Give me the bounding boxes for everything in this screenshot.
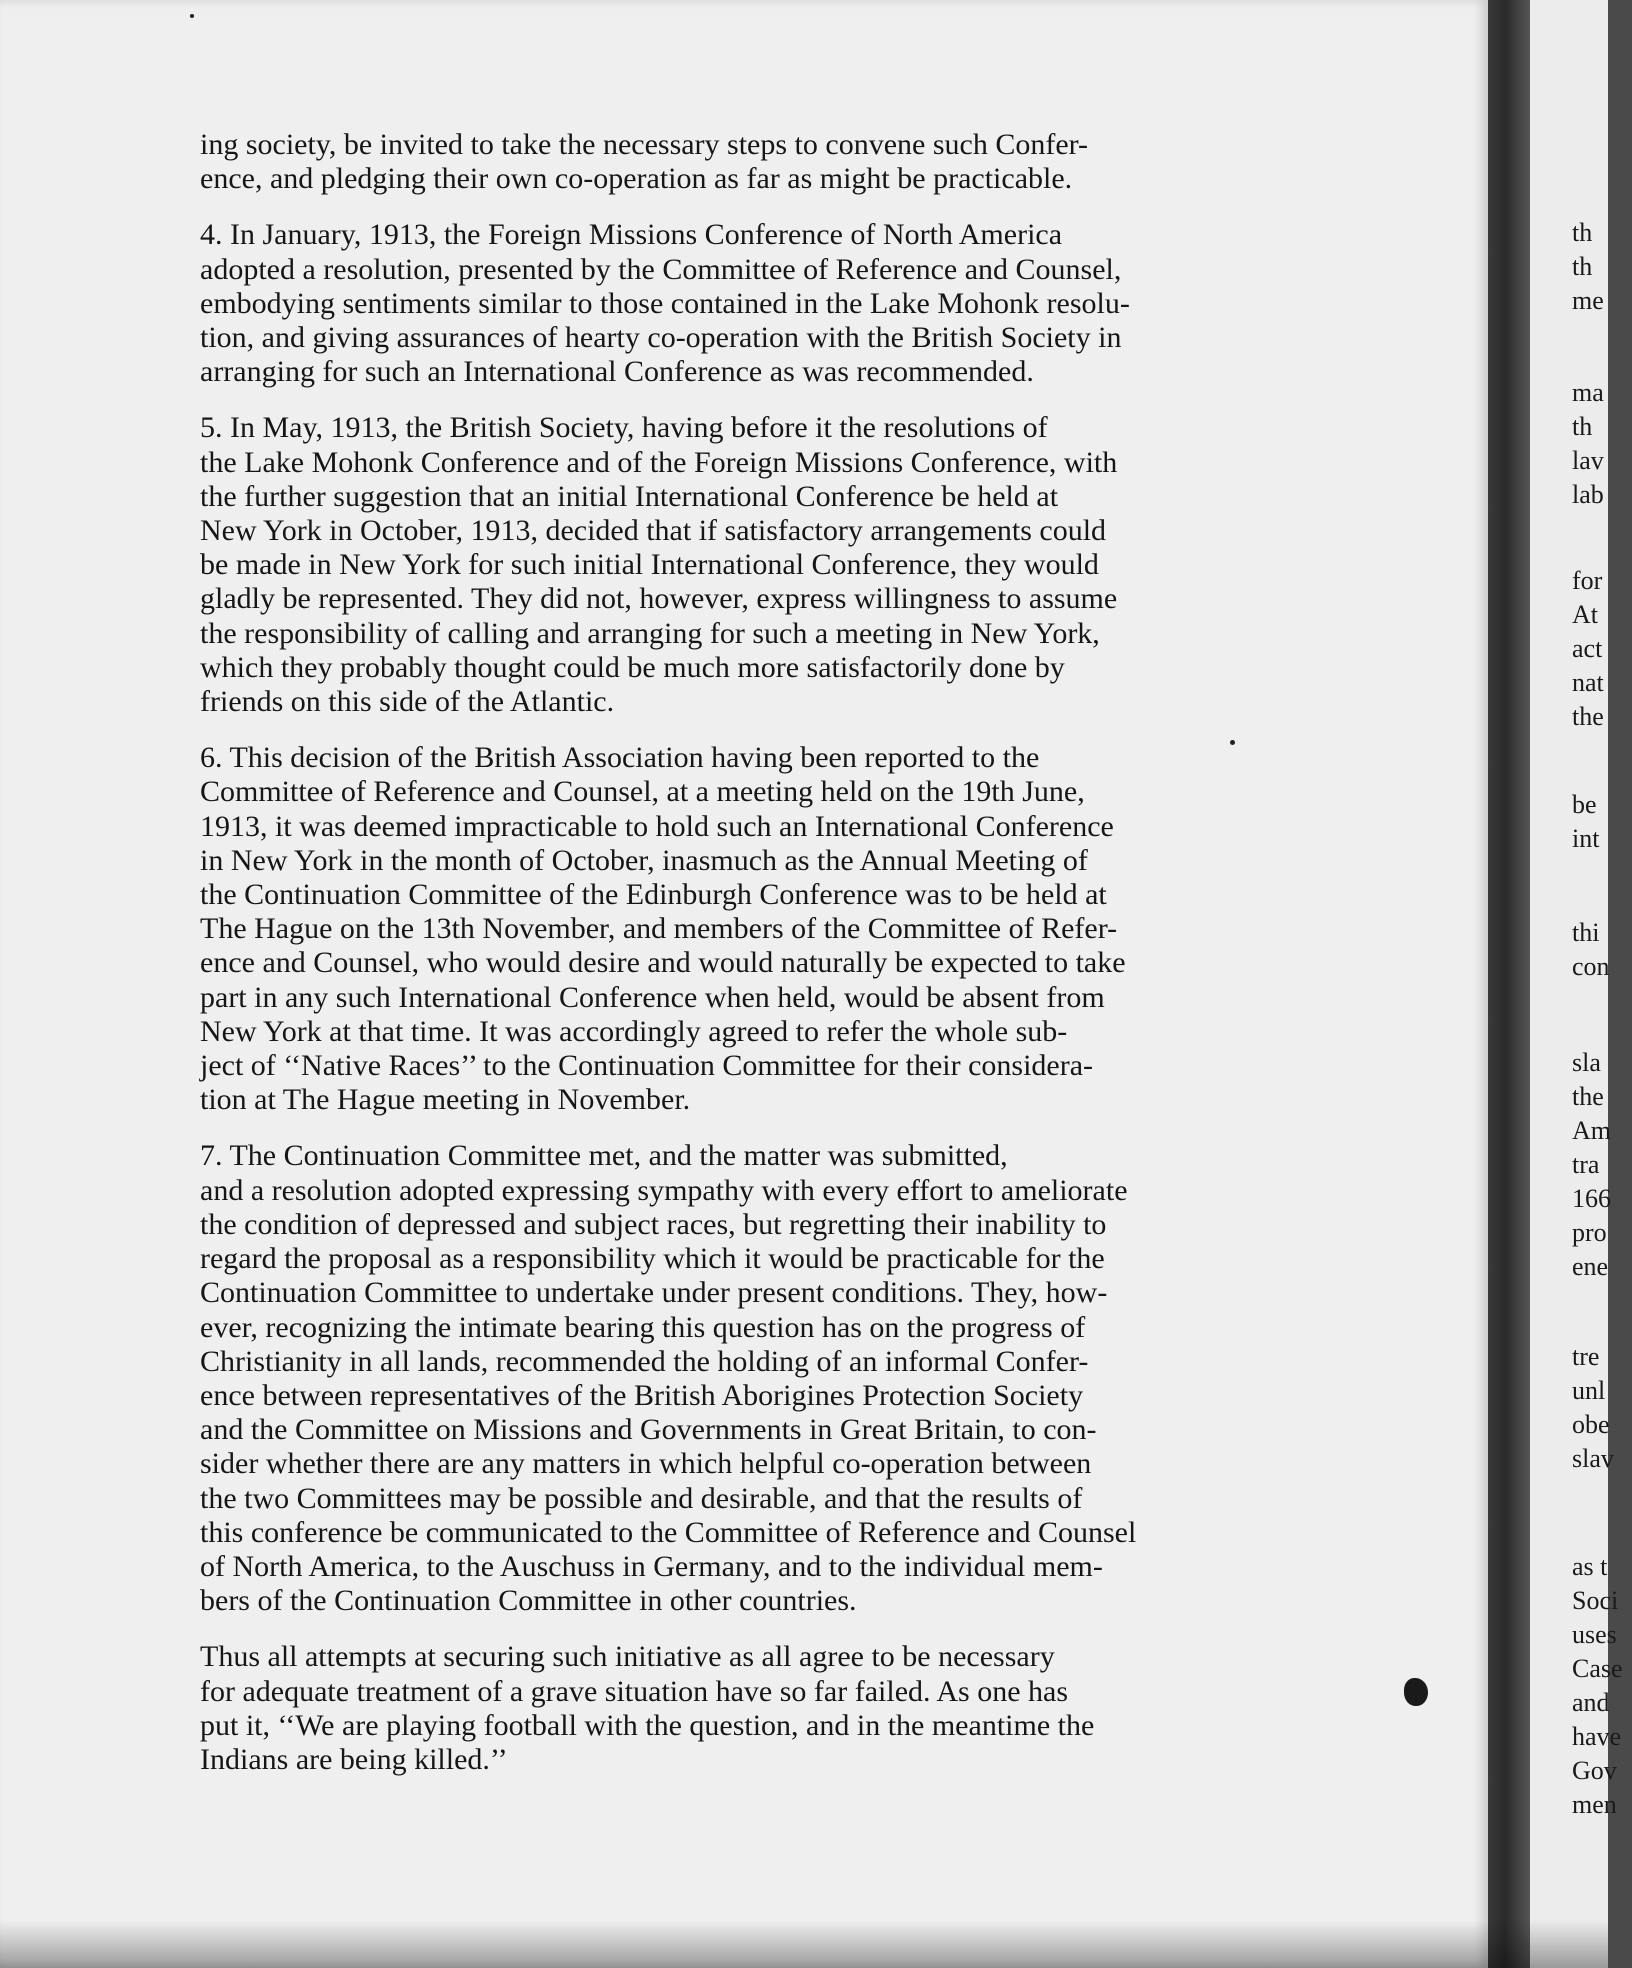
facing-fragment: ma [1572,378,1604,407]
paragraph-conclusion: Thus all attempts at securing such initiative as all agree to be necessary for adequate treatment of a grave situation have so far failed. As one has put it, ‘‘We are playing football with the question, and in the meantime the Indians are being killed.’’ [200,1640,1095,1776]
book-gutter [1488,0,1530,1968]
facing-fragment: th [1572,252,1593,281]
facing-fragment: unl [1572,1376,1606,1405]
facing-fragment: for [1572,566,1603,595]
facing-fragment: and [1572,1688,1610,1717]
facing-fragment: th [1572,412,1593,441]
facing-fragment: Am [1572,1116,1611,1145]
facing-fragment: sla [1572,1048,1601,1077]
facing-fragment: pro [1572,1218,1607,1247]
facing-fragment: slav [1572,1444,1614,1473]
facing-fragment: act [1572,634,1603,663]
facing-fragment: Gov [1572,1756,1617,1785]
body-text [200,128,1440,1799]
facing-fragment: At [1572,600,1598,629]
paragraph-7: 7. The Continuation Committee met, and the matter was submitted, and a resolution adopted expressing sympathy with every effort to ameliorate the condition of depressed and subject races, but regretting their inability to regard the proposal as a responsibility which it would be practicable for the Continuation Committee to undertake under present conditions. They, how- ever, recognizing the intimate bearing this question has on the progress of Christianity in all lands, recommended the holding of an informal Confer- ence between representatives of the British Aborigines Protection Society and the Committee on Missions and Governments in Great Britain, to con- sider whether there are any matters in which helpful co-operation between the two Committees may be possible and desirable, and that the results of this conference be communicated to the Committee of Reference and Counsel of North America, to the Auschuss in Germany, and to the individual mem- bers of the Continuation Committee in other countries. [200,1139,1137,1618]
facing-fragment: obe [1572,1410,1610,1439]
facing-fragment: the [1572,702,1604,731]
facing-fragment: 166 [1572,1184,1611,1213]
facing-fragment: tra [1572,1150,1600,1179]
facing-fragment: as t [1572,1552,1608,1581]
facing-fragment: con [1572,952,1610,981]
facing-fragment: Case [1572,1654,1623,1683]
facing-fragment: Soci [1572,1586,1619,1615]
facing-fragment: int [1572,824,1600,853]
facing-fragment: me [1572,286,1604,315]
paragraph-continuation: ing society, be invited to take the necessary steps to convene such Confer- ence, and pledging their own co-operation as far as might be practicable. [200,128,1089,196]
paragraph-6: 6. This decision of the British Association having been reported to the Committee of Reference and Counsel, at a meeting held on the 19th June, 1913, it was deemed impracticable to hold such an International Conference in New York in the month of October, inasmuch as the Annual Meeting of the Continuation Committee of the Edinburgh Conference was to be held at The Hague on the 13th November, and members of the Committee of Refer- ence and Counsel, who would desire and would naturally be expected to take part in any such International Conference when held, would be absent from New York at that time. It was accordingly agreed to refer the whole sub- ject of ‘‘Native Races’’ to the Continuation Committee for their considera- tion at The Hague meeting in November. [200,741,1126,1117]
facing-fragment: be [1572,790,1597,819]
facing-fragment: uses [1572,1620,1617,1649]
paragraph-5: 5. In May, 1913, the British Society, having before it the resolutions of the Lake Mohonk Conference and of the Foreign Missions Conference, with the further suggestion that an initial International Conference be held at New York in October, 1913, decided that if satisfactory arrangements could be made in New York for such initial International Conference, they would gladly be represented. They did not, however, express willingness to assume the responsibility of calling and arranging for such a meeting in New York, which they probably thought could be much more satisfactorily done by friends on this side of the Atlantic. [200,411,1118,719]
bottom-shadow [0,1920,1608,1968]
facing-fragment: men [1572,1790,1617,1819]
paragraph-4: 4. In January, 1913, the Foreign Missions Conference of North America adopted a resolution, presented by the Committee of Reference and Counsel, embodying sentiments similar to those contained in the Lake Mohonk resolu- tion, and giving assurances of hearty co-operation with the British Society in arranging for such an International Conference as was recommended. [200,218,1130,389]
facing-fragment: th [1572,218,1593,247]
facing-fragment: tre [1572,1342,1600,1371]
facing-fragment: ene [1572,1252,1609,1281]
facing-fragment: thi [1572,918,1600,947]
facing-fragment: lav [1572,446,1604,475]
facing-fragment: nat [1572,668,1604,697]
facing-fragment: have [1572,1722,1622,1751]
ink-speck [190,14,194,18]
facing-fragment: the [1572,1082,1604,1111]
facing-fragment: lab [1572,480,1604,509]
